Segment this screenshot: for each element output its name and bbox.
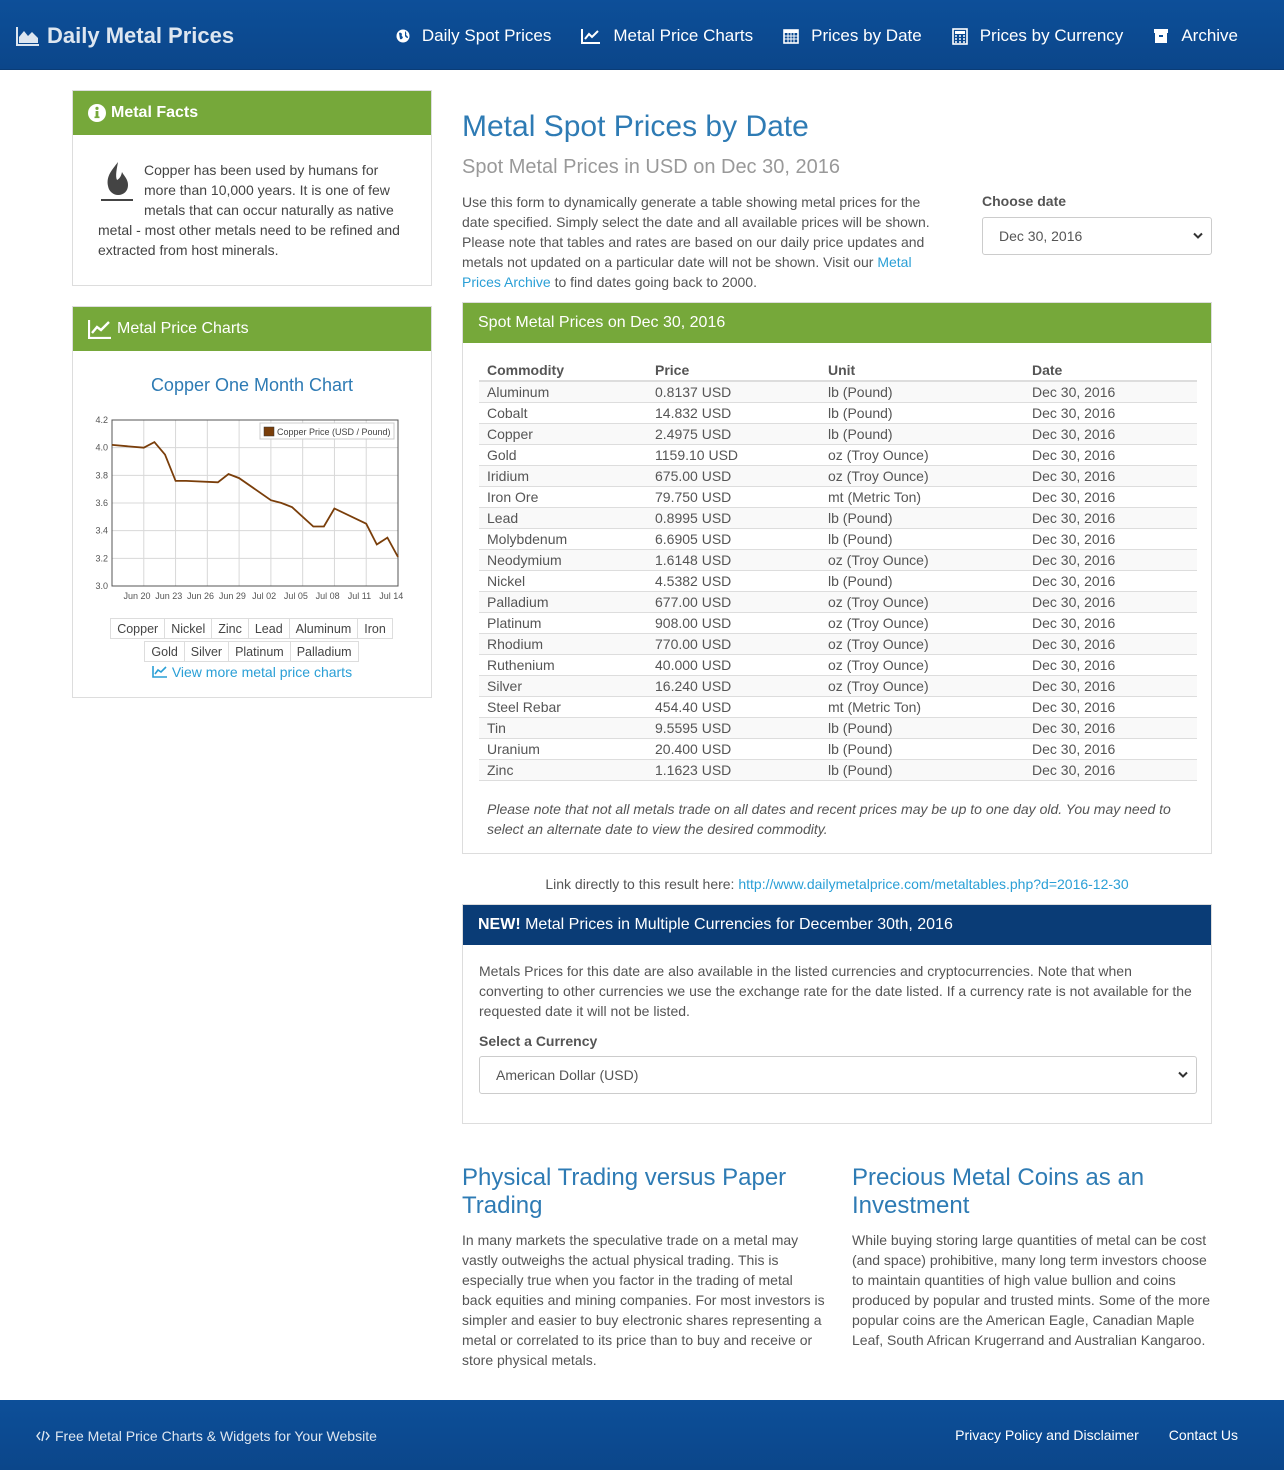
- table-cell: oz (Troy Ounce): [820, 592, 1024, 613]
- line-chart-icon: [152, 665, 168, 678]
- area-chart-icon: [16, 26, 40, 46]
- archive-link[interactable]: Metal Prices Archive: [462, 254, 912, 290]
- table-cell: 677.00 USD: [647, 592, 820, 613]
- contact-link[interactable]: Contact Us: [1168, 1427, 1238, 1443]
- table-cell: 16.240 USD: [647, 676, 820, 697]
- table-cell: Dec 30, 2016: [1024, 676, 1197, 697]
- currency-text: Metals Prices for this date are also available in the listed currencies and cryptocurrencies. Note that when converting to other currencies we use the exchange rate for the date listed. If a currency rate is not available for the requested date it will not be listed.: [479, 963, 1192, 1019]
- brand-link[interactable]: [16, 22, 234, 50]
- table-cell: Dec 30, 2016: [1024, 760, 1197, 781]
- column-header: Price: [647, 359, 820, 381]
- legend-label: Copper Price (USD / Pound): [277, 427, 391, 437]
- choose-date-label: Choose date: [982, 193, 1067, 209]
- table-cell: lb (Pound): [820, 381, 1024, 403]
- table-cell: 908.00 USD: [647, 613, 820, 634]
- page-title: Metal Spot Prices by Date: [462, 110, 809, 143]
- table-row: [479, 676, 1197, 697]
- metal-link-lead[interactable]: Lead: [248, 618, 290, 639]
- table-cell: oz (Troy Ounce): [820, 655, 1024, 676]
- table-cell: Iridium: [479, 466, 647, 487]
- table-cell: Dec 30, 2016: [1024, 381, 1197, 403]
- y-tick-label: 3.0: [95, 581, 108, 591]
- calculator-icon: [952, 28, 968, 45]
- article-precious-coins: [852, 1164, 1216, 1350]
- table-row: [479, 613, 1197, 634]
- x-tick-label: Jul 11: [347, 591, 372, 601]
- table-cell: Dec 30, 2016: [1024, 403, 1197, 424]
- metal-charts-header: Metal Price Charts: [73, 307, 431, 351]
- direct-result-link[interactable]: http://www.dailymetalprice.com/metaltables.php?d=2016-12-30: [738, 876, 1129, 892]
- y-tick-label: 3.6: [95, 498, 108, 508]
- brand-name: Daily Metal Prices: [47, 23, 235, 48]
- nav-metal-price-charts[interactable]: Metal Price Charts: [581, 22, 753, 50]
- metal-fact-text: Copper has been used by humans for more than 10,000 years. It is one of few metals that can occur naturally as native metal - most other metals need to be refined and extracted from host minerals.: [98, 162, 400, 258]
- table-cell: 9.5595 USD: [647, 718, 820, 739]
- x-tick-label: Jun 26: [187, 591, 215, 601]
- article-title: Physical Trading versus Paper Trading: [462, 1164, 787, 1219]
- nav-prices-by-currency[interactable]: Prices by Currency: [952, 22, 1124, 50]
- table-row: [479, 445, 1197, 466]
- table-row: [479, 466, 1197, 487]
- nav-archive[interactable]: Archive: [1153, 22, 1238, 50]
- table-cell: Dec 30, 2016: [1024, 445, 1197, 466]
- table-cell: Nickel: [479, 571, 647, 592]
- table-row: [479, 571, 1197, 592]
- table-row: [479, 634, 1197, 655]
- x-tick-label: Jun 20: [123, 591, 151, 601]
- footer-links: [925, 1427, 1238, 1443]
- table-row: [479, 487, 1197, 508]
- table-row: [479, 739, 1197, 760]
- table-cell: lb (Pound): [820, 529, 1024, 550]
- table-row: [479, 697, 1197, 718]
- table-cell: oz (Troy Ounce): [820, 676, 1024, 697]
- code-icon: [36, 1430, 50, 1442]
- metal-link-platinum[interactable]: Platinum: [228, 641, 291, 662]
- x-tick-label: Jul 08: [315, 591, 340, 601]
- metal-link-copper[interactable]: Copper: [110, 618, 165, 639]
- table-cell: Neodymium: [479, 550, 647, 571]
- table-cell: oz (Troy Ounce): [820, 466, 1024, 487]
- metal-link-iron[interactable]: Iron: [357, 618, 393, 639]
- metal-link-zinc[interactable]: Zinc: [211, 618, 249, 639]
- table-cell: Dec 30, 2016: [1024, 739, 1197, 760]
- table-cell: Zinc: [479, 760, 647, 781]
- table-cell: Dec 30, 2016: [1024, 655, 1197, 676]
- table-cell: lb (Pound): [820, 739, 1024, 760]
- x-tick-label: Jul 02: [252, 591, 277, 601]
- metal-link-palladium[interactable]: Palladium: [290, 641, 359, 662]
- table-cell: Dec 30, 2016: [1024, 697, 1197, 718]
- spot-prices-header: Spot Metal Prices on Dec 30, 2016: [463, 303, 1211, 343]
- metal-link-silver[interactable]: Silver: [184, 641, 229, 662]
- navbar: [0, 0, 1284, 70]
- table-cell: Ruthenium: [479, 655, 647, 676]
- table-cell: Cobalt: [479, 403, 647, 424]
- table-cell: Steel Rebar: [479, 697, 647, 718]
- y-tick-label: 3.4: [95, 525, 108, 536]
- y-tick-label: 3.8: [95, 470, 108, 481]
- table-cell: Dec 30, 2016: [1024, 634, 1197, 655]
- table-cell: 4.5382 USD: [647, 571, 820, 592]
- table-cell: oz (Troy Ounce): [820, 445, 1024, 466]
- footer: [0, 1400, 1284, 1470]
- table-cell: Dec 30, 2016: [1024, 508, 1197, 529]
- table-row: [479, 760, 1197, 781]
- table-cell: lb (Pound): [820, 718, 1024, 739]
- page-subtitle: Spot Metal Prices in USD on Dec 30, 2016: [462, 156, 840, 178]
- table-cell: Palladium: [479, 592, 647, 613]
- table-cell: Iron Ore: [479, 487, 647, 508]
- metal-link-nickel[interactable]: Nickel: [164, 618, 212, 639]
- table-row: [479, 508, 1197, 529]
- table-cell: Dec 30, 2016: [1024, 550, 1197, 571]
- table-cell: Tin: [479, 718, 647, 739]
- info-icon: [88, 104, 106, 122]
- currency-header: NEW! Metal Prices in Multiple Currencies for December 30th, 2016: [463, 905, 1211, 945]
- x-tick-label: Jul 05: [283, 591, 308, 601]
- table-cell: 14.832 USD: [647, 403, 820, 424]
- direct-link-line: Link directly to this result here: http://www.dailymetalprice.com/metaltables.php?d=2016-12-30: [545, 876, 1129, 892]
- privacy-link[interactable]: Privacy Policy and Disclaimer: [955, 1427, 1139, 1443]
- x-tick-label: Jun 29: [218, 591, 246, 601]
- table-cell: 675.00 USD: [647, 466, 820, 487]
- column-header: Date: [1024, 359, 1197, 381]
- table-cell: 6.6905 USD: [647, 529, 820, 550]
- copper-price-line: [112, 442, 398, 557]
- spot-prices-panel: [462, 302, 1212, 854]
- y-tick-label: 3.2: [95, 553, 108, 564]
- currency-label: Select a Currency: [479, 1033, 598, 1049]
- table-row: [479, 403, 1197, 424]
- intro-text: Use this form to dynamically generate a table showing metal prices for the date specified. Simply select the date and all available prices will be shown. Please note that tables and rates are based on our daily price updates and metals not updated on a particular date will not be shown. Visit our Metal Prices Archive to find dates going back to 2000.: [462, 194, 930, 290]
- y-tick-label: 4.0: [95, 442, 108, 453]
- table-cell: 454.40 USD: [647, 697, 820, 718]
- table-row: [479, 550, 1197, 571]
- metal-facts-panel: [72, 90, 432, 286]
- table-cell: Lead: [479, 508, 647, 529]
- table-row: [479, 592, 1197, 613]
- table-cell: 0.8995 USD: [647, 508, 820, 529]
- table-cell: oz (Troy Ounce): [820, 613, 1024, 634]
- table-cell: Silver: [479, 676, 647, 697]
- table-cell: Rhodium: [479, 634, 647, 655]
- metal-facts-body: [73, 135, 431, 260]
- more-charts-link[interactable]: View more metal price charts: [73, 664, 431, 680]
- main-nav: [366, 22, 1238, 50]
- table-cell: 1159.10 USD: [647, 445, 820, 466]
- chart-title[interactable]: Copper One Month Chart: [150, 375, 354, 395]
- chevron-down-icon: [1178, 1071, 1188, 1079]
- table-cell: Platinum: [479, 613, 647, 634]
- column-header: Commodity: [479, 359, 647, 381]
- table-cell: Dec 30, 2016: [1024, 487, 1197, 508]
- table-cell: Dec 30, 2016: [1024, 424, 1197, 445]
- table-row: [479, 424, 1197, 445]
- table-cell: lb (Pound): [820, 760, 1024, 781]
- metal-charts-panel: [72, 306, 432, 698]
- article-text: In many markets the speculative trade on a metal may vastly outweighs the actual physical trading. This is especially true when you factor in the trading of metal back equities and mining companies. For most investors is simpler and easier to buy electronic shares representing a metal or correlated to its price than to buy and receive or store physical metals.: [462, 1232, 825, 1368]
- table-cell: 20.400 USD: [647, 739, 820, 760]
- table-cell: Aluminum: [479, 381, 647, 403]
- table-cell: oz (Troy Ounce): [820, 550, 1024, 571]
- table-cell: Gold: [479, 445, 647, 466]
- date-select[interactable]: Dec 30, 2016: [982, 217, 1212, 255]
- calendar-icon: [783, 28, 799, 44]
- table-cell: Dec 30, 2016: [1024, 529, 1197, 550]
- metal-facts-header: Metal Facts: [73, 91, 431, 135]
- table-cell: Dec 30, 2016: [1024, 571, 1197, 592]
- metal-links-row-1: [73, 618, 431, 639]
- chevron-down-icon: [1193, 232, 1203, 240]
- table-cell: Uranium: [479, 739, 647, 760]
- archive-icon: [1153, 28, 1169, 44]
- x-tick-label: Jun 23: [155, 591, 183, 601]
- table-cell: lb (Pound): [820, 403, 1024, 424]
- table-cell: Copper: [479, 424, 647, 445]
- article-title: Precious Metal Coins as an Investment: [852, 1164, 1145, 1219]
- metal-links-row-2: [73, 641, 431, 662]
- table-row: [479, 655, 1197, 676]
- prices-note: Please note that not all metals trade on all dates and recent prices may be up to one day old. You may need to select an alternate date to view the desired commodity.: [487, 801, 1171, 837]
- flame-icon: [98, 160, 138, 204]
- x-tick-label: Jul 14: [379, 591, 404, 601]
- article-physical-trading: [462, 1164, 826, 1370]
- nav-daily-spot-prices[interactable]: Daily Spot Prices: [396, 22, 551, 50]
- line-chart-icon: [581, 28, 601, 44]
- table-cell: 0.8137 USD: [647, 381, 820, 403]
- metal-link-gold[interactable]: Gold: [144, 641, 184, 662]
- column-header: Unit: [820, 359, 1024, 381]
- copper-chart: [87, 409, 417, 601]
- line-chart-icon: [88, 319, 112, 339]
- table-cell: oz (Troy Ounce): [820, 634, 1024, 655]
- table-cell: Dec 30, 2016: [1024, 592, 1197, 613]
- table-cell: 2.4975 USD: [647, 424, 820, 445]
- table-cell: 79.750 USD: [647, 487, 820, 508]
- currency-select[interactable]: American Dollar (USD): [479, 1056, 1197, 1094]
- nav-prices-by-date[interactable]: Prices by Date: [783, 22, 922, 50]
- table-cell: lb (Pound): [820, 571, 1024, 592]
- table-row: [479, 381, 1197, 403]
- table-cell: mt (Metric Ton): [820, 697, 1024, 718]
- new-badge: NEW!: [478, 916, 521, 933]
- table-row: [479, 529, 1197, 550]
- table-row: [479, 718, 1197, 739]
- table-cell: 770.00 USD: [647, 634, 820, 655]
- table-cell: 40.000 USD: [647, 655, 820, 676]
- globe-icon: [396, 29, 410, 43]
- table-cell: lb (Pound): [820, 424, 1024, 445]
- table-cell: 1.1623 USD: [647, 760, 820, 781]
- table-cell: Dec 30, 2016: [1024, 613, 1197, 634]
- table-cell: mt (Metric Ton): [820, 487, 1024, 508]
- table-cell: Molybdenum: [479, 529, 647, 550]
- table-cell: Dec 30, 2016: [1024, 718, 1197, 739]
- widgets-link[interactable]: Free Metal Price Charts & Widgets for Your Website: [36, 1428, 377, 1444]
- metal-link-aluminum[interactable]: Aluminum: [289, 618, 359, 639]
- table-cell: Dec 30, 2016: [1024, 466, 1197, 487]
- currency-panel: [462, 904, 1212, 1124]
- article-text: While buying storing large quantities of metal can be cost (and space) prohibitive, many long term investors choose to maintain quantities of high value bullion and coins produced by popular and trusted mints. Some of the more popular coins are the American Eagle, Canadian Maple Leaf, South African Krugerrand and Australian Kangaroo.: [852, 1232, 1210, 1348]
- legend-swatch: [264, 427, 274, 436]
- table-header-row: [479, 359, 1197, 381]
- prices-table: [479, 359, 1197, 781]
- table-cell: 1.6148 USD: [647, 550, 820, 571]
- table-cell: lb (Pound): [820, 508, 1024, 529]
- y-tick-label: 4.2: [95, 415, 108, 425]
